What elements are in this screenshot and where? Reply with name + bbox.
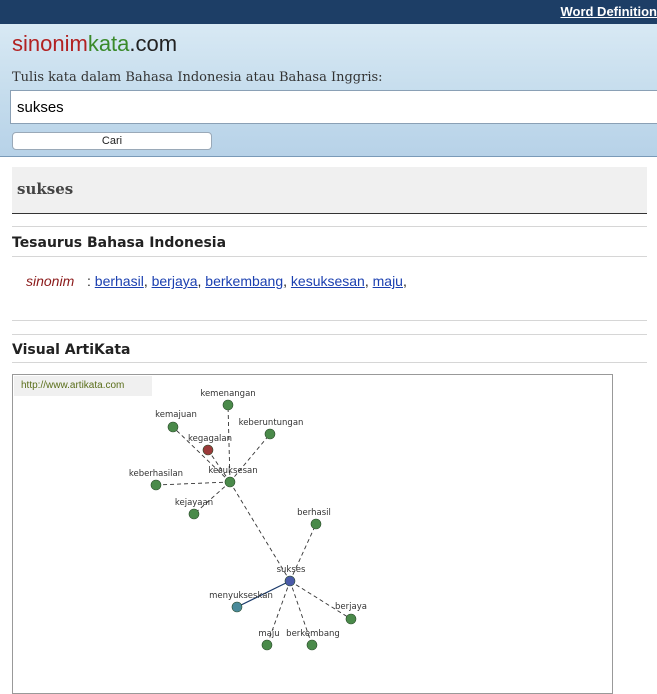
graph-label-maju[interactable]: maju — [258, 629, 280, 639]
artikata-link[interactable]: http://www.artikata.com — [14, 376, 152, 396]
word-graph[interactable] — [13, 375, 612, 693]
graph-node-berjaya[interactable] — [346, 614, 356, 624]
word-title: sukses — [17, 180, 74, 198]
synonym-link-maju[interactable]: maju — [372, 273, 403, 289]
synonym-list: : berhasil, berjaya, berkembang, kesuksesan, maju, — [87, 273, 407, 289]
graph-node-maju[interactable] — [262, 640, 272, 650]
graph-label-berkembang[interactable]: berkembang — [286, 629, 340, 639]
divider — [12, 320, 647, 321]
search-prompt: Tulis kata dalam Bahasa Indonesia atau Bahasa Inggris: — [12, 70, 383, 85]
graph-node-sukses[interactable] — [285, 576, 295, 586]
graph-node-kejayaan[interactable] — [189, 509, 199, 519]
graph-node-kesuksesan[interactable] — [225, 477, 235, 487]
search-button[interactable]: Cari — [12, 132, 212, 150]
synonym-link-kesuksesan[interactable]: kesuksesan — [290, 273, 365, 289]
search-input[interactable] — [10, 90, 657, 124]
graph-node-kegagalan[interactable] — [203, 445, 213, 455]
word-title-box — [12, 167, 647, 214]
graph-label-kemenangan[interactable]: kemenangan — [200, 389, 256, 399]
thesaurus-heading: Tesaurus Bahasa Indonesia — [12, 235, 227, 251]
logo-part-com: .com — [129, 31, 178, 56]
graph-label-kejayaan[interactable]: kejayaan — [174, 498, 214, 508]
graph-node-kemajuan[interactable] — [168, 422, 178, 432]
divider — [12, 362, 647, 363]
graph-node-kemenangan[interactable] — [223, 400, 233, 410]
synonym-separator: : — [87, 273, 91, 289]
logo-part-sinonim: sinonim — [12, 31, 88, 56]
top-bar — [0, 0, 657, 24]
graph-node-menyukseskan[interactable] — [232, 602, 242, 612]
synonym-link-berhasil[interactable]: berhasil — [94, 273, 144, 289]
header — [0, 24, 657, 157]
site-logo[interactable] — [12, 31, 177, 57]
graph-label-sukses[interactable]: sukses — [276, 565, 306, 575]
graph-label-kegagalan[interactable]: kegagalan — [187, 434, 233, 444]
synonym-link-berkembang[interactable]: berkembang — [205, 273, 284, 289]
graph-label-berjaya[interactable]: berjaya — [335, 602, 367, 612]
divider — [12, 334, 647, 335]
logo-part-kata: kata — [87, 31, 130, 56]
synonym-link-berjaya[interactable]: berjaya — [151, 273, 198, 289]
graph-label-keberhasilan[interactable]: keberhasilan — [128, 469, 184, 479]
graph-label-kesuksesan[interactable]: kesuksesan — [208, 466, 258, 476]
graph-label-menyukseskan[interactable]: menyukseskan — [209, 591, 273, 601]
graph-node-keberuntungan[interactable] — [265, 429, 275, 439]
graph-node-keberhasilan[interactable] — [151, 480, 161, 490]
graph-edge-sukses-berjaya — [290, 581, 351, 619]
graph-node-berhasil[interactable] — [311, 519, 321, 529]
word-definition-link[interactable]: Word Definition — [560, 4, 657, 19]
graph-label-keberuntungan[interactable]: keberuntungan — [238, 418, 304, 428]
graph-label-berhasil[interactable]: berhasil — [297, 508, 331, 518]
graph-node-berkembang[interactable] — [307, 640, 317, 650]
synonym-label: sinonim — [26, 273, 75, 289]
graph-edge-kesuksesan-keberhasilan — [156, 482, 230, 485]
graph-label-kemajuan[interactable]: kemajuan — [155, 410, 197, 420]
visual-graph-panel[interactable] — [12, 374, 613, 694]
divider — [12, 226, 647, 227]
visual-heading: Visual ArtiKata — [12, 342, 131, 358]
divider — [12, 256, 647, 257]
